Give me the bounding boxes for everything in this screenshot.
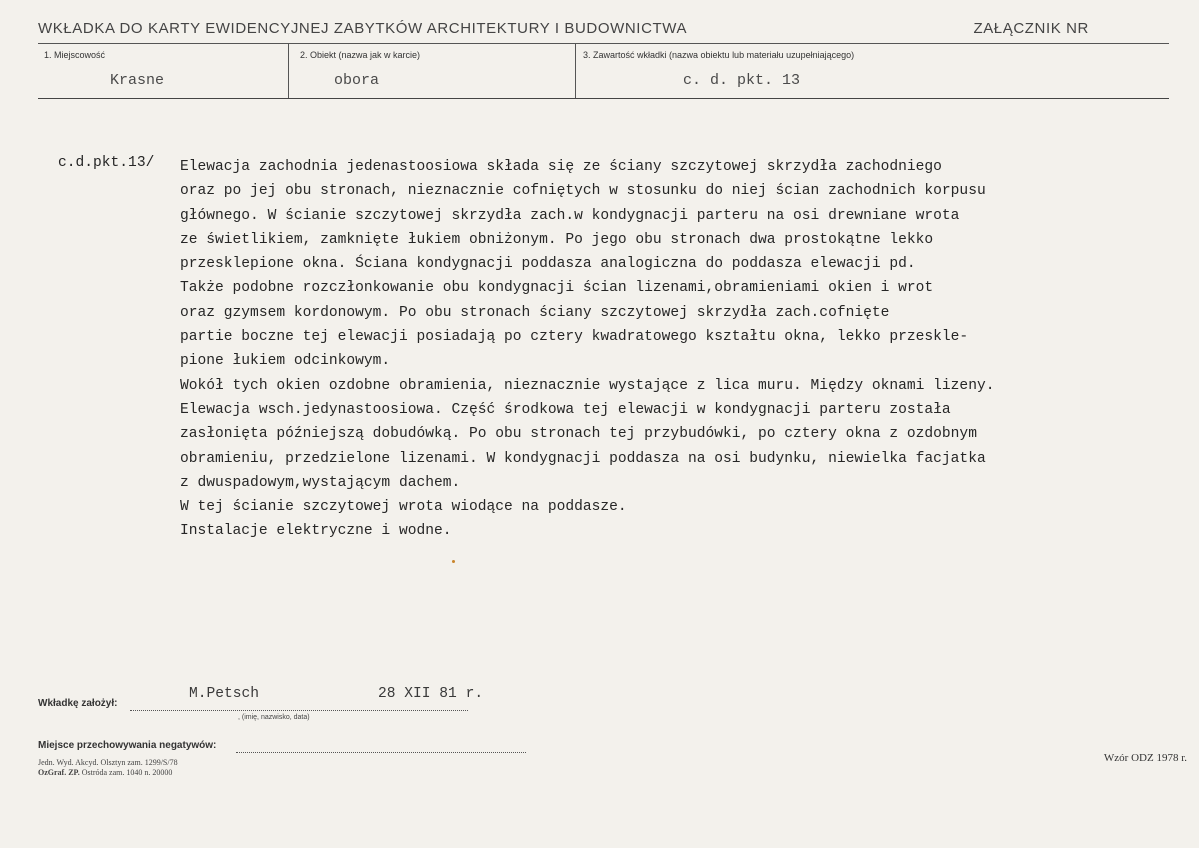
body-line: zasłonięta późniejszą dobudówką. Po obu stronach tej przybudówki, po cztery okna z ozdobnym bbox=[180, 426, 977, 443]
founded-by-caption: , (imię, nazwisko, data) bbox=[238, 714, 310, 721]
content-label: 3. Zawartość wkładki (nazwa obiektu lub materiału uzupełniającego) bbox=[583, 50, 855, 60]
body-text bbox=[180, 155, 1160, 544]
body-line: głównego. W ścianie szczytowej skrzydła zach.w kondygnacji parteru na osi drewniane wrota bbox=[180, 207, 960, 224]
founded-by-name: M.Petsch bbox=[189, 686, 260, 702]
body-line: z dwuspadowym,wystającym dachem. bbox=[180, 474, 461, 491]
body-line: oraz po jej obu stronach, nieznacznie cofniętych w stosunku do niej ścian zachodnich korpusu bbox=[180, 183, 986, 200]
printer-note-2-bold: OzGraf. ZP. bbox=[38, 768, 80, 777]
body-line: obramieniu, przedzielone lizenami. W kondygnacji poddasza na osi budynku, niewielka facjatka bbox=[180, 450, 986, 467]
founded-by-section bbox=[38, 686, 578, 726]
body-line: przesklepione okna. Ściana kondygnacji poddasza analogiczna do poddasza elewacji pd. bbox=[180, 256, 916, 273]
founded-by-label: Wkładkę założył: bbox=[38, 698, 118, 709]
object-field bbox=[288, 44, 576, 98]
place-value: Krasne bbox=[110, 72, 165, 89]
body-line: partie boczne tej elewacji posiadają po cztery kwadratowego kształtu okna, lekko przeskle- bbox=[180, 329, 969, 346]
body-line: ze świetlikiem, zamknięte łukiem obniżonym. Po jego obu stronach dwa prostokątne lekko bbox=[180, 231, 934, 248]
body-line: W tej ścianie szczytowej wrota wiodące na poddasze. bbox=[180, 499, 627, 516]
form-template-note: Wzór ODZ 1978 r. bbox=[1103, 752, 1187, 764]
founded-by-dotted-line bbox=[130, 710, 468, 711]
place-label: 1. Miejscowość bbox=[44, 50, 106, 60]
negatives-dotted-line bbox=[236, 752, 526, 753]
header-fields bbox=[38, 44, 1169, 99]
form-title: WKŁADKA DO KARTY EWIDENCYJNEJ ZABYTKÓW ARCHITEKTURY I BUDOWNICTWA bbox=[38, 20, 688, 37]
body-line: pione łukiem odcinkowym. bbox=[180, 353, 391, 370]
content-value: c. d. pkt. 13 bbox=[683, 72, 801, 89]
printer-note-1: Jedn. Wyd. Akcyd. Olsztyn zam. 1299/S/78 bbox=[38, 758, 178, 767]
body-line: Elewacja wsch.jedynastoosiowa. Część środkowa tej elewacji w kondygnacji parteru została bbox=[180, 401, 951, 418]
content-field bbox=[575, 44, 1169, 98]
object-value: obora bbox=[334, 72, 380, 89]
place-field bbox=[38, 44, 289, 98]
paper-speck bbox=[452, 560, 455, 563]
printer-note-2-rest: Ostróda zam. 1040 n. 20000 bbox=[79, 768, 173, 777]
founded-by-date: 28 XII 81 r. bbox=[378, 686, 484, 702]
body-line: oraz gzymsem kordonowym. Po obu stronach ściany szczytowej skrzydła zach.cofnięte bbox=[180, 304, 890, 321]
body-line: Wokół tych okien ozdobne obramienia, nieznacznie wystające z lica muru. Między oknami lizeny. bbox=[180, 377, 995, 394]
attachment-number-label: ZAŁĄCZNIK NR bbox=[973, 20, 1089, 37]
object-label: 2. Obiekt (nazwa jak w karcie) bbox=[300, 50, 421, 60]
printer-note-2 bbox=[38, 768, 172, 777]
negatives-location-label: Miejsce przechowywania negatywów: bbox=[38, 740, 217, 751]
body-line: Także podobne rozczłonkowanie obu kondygnacji ścian lizenami,obramieniami okien i wrot bbox=[180, 280, 934, 297]
body-reference-prefix: c.d.pkt.13/ bbox=[58, 155, 155, 171]
body-line: Elewacja zachodnia jedenastoosiowa składa się ze ściany szczytowej skrzydła zachodniego bbox=[180, 159, 942, 175]
body-line: Instalacje elektryczne i wodne. bbox=[180, 523, 452, 540]
